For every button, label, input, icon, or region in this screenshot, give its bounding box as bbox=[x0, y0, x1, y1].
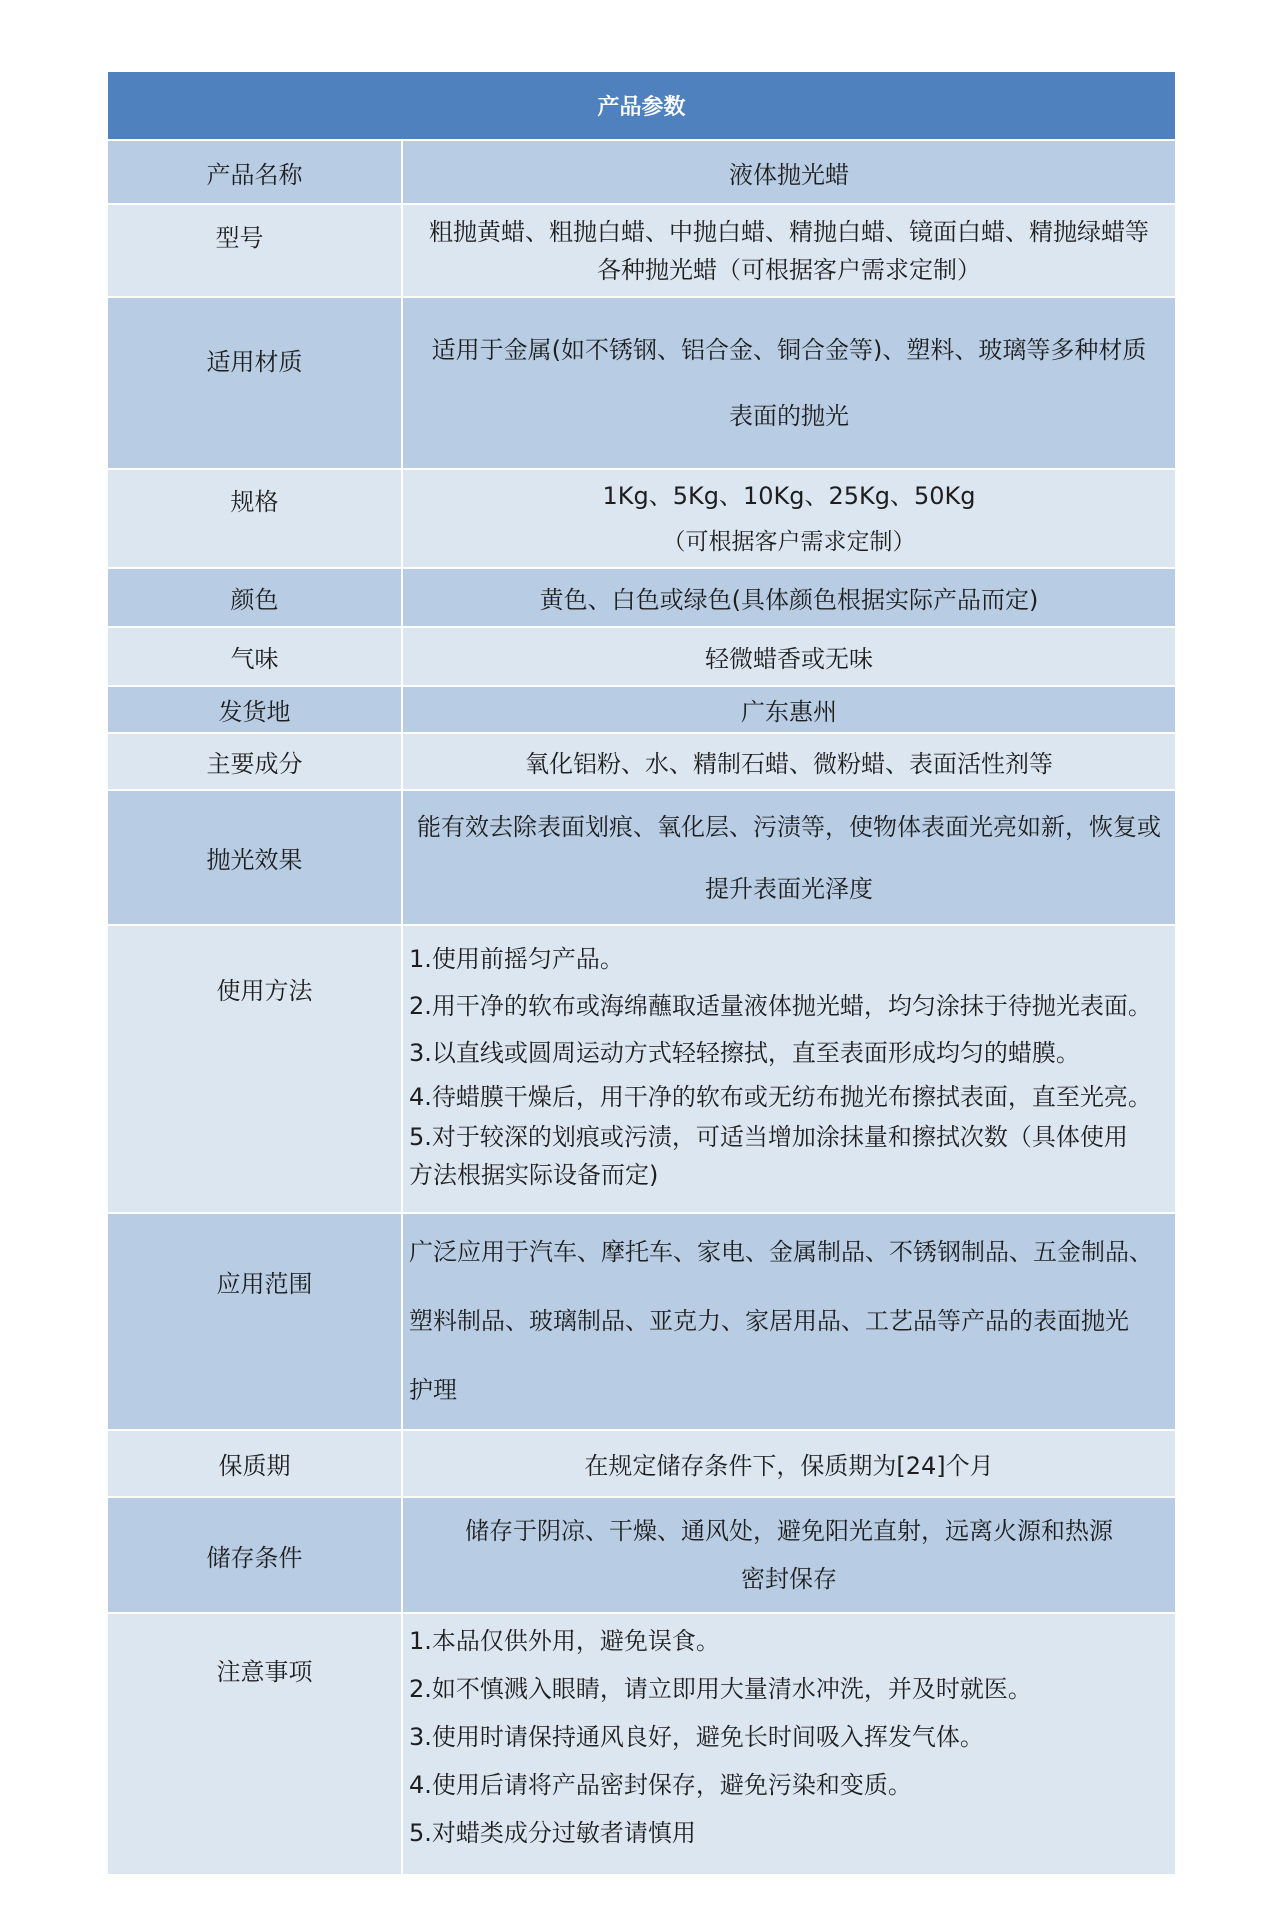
row-label: 应用范围 bbox=[108, 1214, 403, 1429]
row-value bbox=[403, 791, 1175, 924]
value-line: （可根据客户需求定制） bbox=[662, 528, 916, 555]
row-label: 型号 bbox=[108, 205, 403, 296]
row-value bbox=[403, 734, 1175, 789]
value-line: 轻微蜡香或无味 bbox=[705, 645, 873, 673]
row-value bbox=[403, 926, 1175, 1212]
table-row bbox=[108, 205, 1175, 298]
row-label: 颜色 bbox=[108, 569, 403, 626]
row-value bbox=[403, 1431, 1175, 1496]
row-value bbox=[403, 687, 1175, 732]
value-line: 2.用干净的软布或海绵蘸取适量液体抛光蜡，均匀涂抹于待抛光表面。 bbox=[409, 992, 1152, 1020]
value-line: 3.以直线或圆周运动方式轻轻擦拭，直至表面形成均匀的蜡膜。 bbox=[409, 1039, 1080, 1067]
value-line: 在规定储存条件下，保质期为[24]个月 bbox=[584, 1452, 994, 1480]
row-value bbox=[403, 1214, 1175, 1429]
value-line: 1.本品仅供外用，避免误食。 bbox=[409, 1627, 720, 1655]
row-label: 气味 bbox=[108, 628, 403, 685]
table-row bbox=[108, 926, 1175, 1214]
table-row bbox=[108, 1498, 1175, 1614]
row-label: 抛光效果 bbox=[108, 791, 403, 924]
row-label: 发货地 bbox=[108, 687, 403, 732]
value-line: 提升表面光泽度 bbox=[705, 874, 873, 903]
row-label: 产品名称 bbox=[108, 141, 403, 203]
value-line: 储存于阴凉、干燥、通风处，避免阳光直射，远离火源和热源 bbox=[465, 1517, 1113, 1545]
table-row bbox=[108, 628, 1175, 687]
value-line: 3.使用时请保持通风良好，避免长时间吸入挥发气体。 bbox=[409, 1723, 984, 1751]
value-line: 广泛应用于汽车、摩托车、家电、金属制品、不锈钢制品、五金制品、 bbox=[409, 1238, 1153, 1266]
value-line: 4.使用后请将产品密封保存，避免污染和变质。 bbox=[409, 1771, 912, 1799]
row-value bbox=[403, 569, 1175, 626]
value-line: 氧化铝粉、水、精制石蜡、微粉蜡、表面活性剂等 bbox=[525, 750, 1053, 778]
value-line: 5.对蜡类成分过敏者请慎用 bbox=[409, 1819, 696, 1847]
value-line: 4.待蜡膜干燥后，用干净的软布或无纺布抛光布擦拭表面，直至光亮。 bbox=[409, 1083, 1152, 1111]
value-line: 塑料制品、玻璃制品、亚克力、家居用品、工艺品等产品的表面抛光 bbox=[409, 1307, 1129, 1335]
value-line: 表面的抛光 bbox=[729, 402, 849, 430]
row-value bbox=[403, 628, 1175, 685]
table-row bbox=[108, 298, 1175, 470]
value-line: 2.如不慎溅入眼睛，请立即用大量清水冲洗，并及时就医。 bbox=[409, 1675, 1032, 1703]
table-row bbox=[108, 1431, 1175, 1498]
value-line: 密封保存 bbox=[741, 1565, 837, 1593]
table-row bbox=[108, 141, 1175, 205]
value-line: 护理 bbox=[409, 1376, 457, 1404]
row-value bbox=[403, 205, 1175, 296]
row-label: 使用方法 bbox=[108, 926, 403, 1212]
row-label: 储存条件 bbox=[108, 1498, 403, 1612]
row-label: 适用材质 bbox=[108, 298, 403, 468]
value-line: 液体抛光蜡 bbox=[729, 160, 849, 189]
row-value bbox=[403, 1614, 1175, 1874]
value-line: 黄色、白色或绿色(具体颜色根据实际产品而定) bbox=[539, 586, 1039, 614]
value-line: 1Kg、5Kg、10Kg、25Kg、50Kg bbox=[602, 481, 976, 510]
value-line: 5.对于较深的划痕或污渍，可适当增加涂抹量和擦拭次数（具体使用 bbox=[409, 1123, 1128, 1151]
value-line: 能有效去除表面划痕、氧化层、污渍等，使物体表面光亮如新，恢复或 bbox=[417, 812, 1161, 841]
table-row bbox=[108, 1614, 1175, 1874]
row-value bbox=[403, 141, 1175, 203]
table-row bbox=[108, 569, 1175, 628]
table-row bbox=[108, 1214, 1175, 1431]
table-row bbox=[108, 734, 1175, 791]
row-label: 保质期 bbox=[108, 1431, 403, 1496]
value-line: 各种抛光蜡（可根据客户需求定制） bbox=[597, 255, 981, 284]
product-params-table bbox=[108, 72, 1175, 1874]
table-row bbox=[108, 791, 1175, 926]
row-label: 规格 bbox=[108, 470, 403, 567]
row-label: 主要成分 bbox=[108, 734, 403, 789]
table-title: 产品参数 bbox=[108, 72, 1175, 141]
row-value bbox=[403, 298, 1175, 468]
row-value bbox=[403, 470, 1175, 567]
value-line: 方法根据实际设备而定) bbox=[409, 1161, 659, 1189]
value-line: 广东惠州 bbox=[741, 698, 837, 726]
row-label: 注意事项 bbox=[108, 1614, 403, 1874]
value-line: 1.使用前摇匀产品。 bbox=[409, 945, 624, 973]
table-row bbox=[108, 470, 1175, 569]
table-row bbox=[108, 687, 1175, 734]
row-value bbox=[403, 1498, 1175, 1612]
value-line: 粗抛黄蜡、粗抛白蜡、中抛白蜡、精抛白蜡、镜面白蜡、精抛绿蜡等 bbox=[429, 217, 1149, 246]
value-line: 适用于金属(如不锈钢、铝合金、铜合金等)、塑料、玻璃等多种材质 bbox=[431, 336, 1147, 364]
